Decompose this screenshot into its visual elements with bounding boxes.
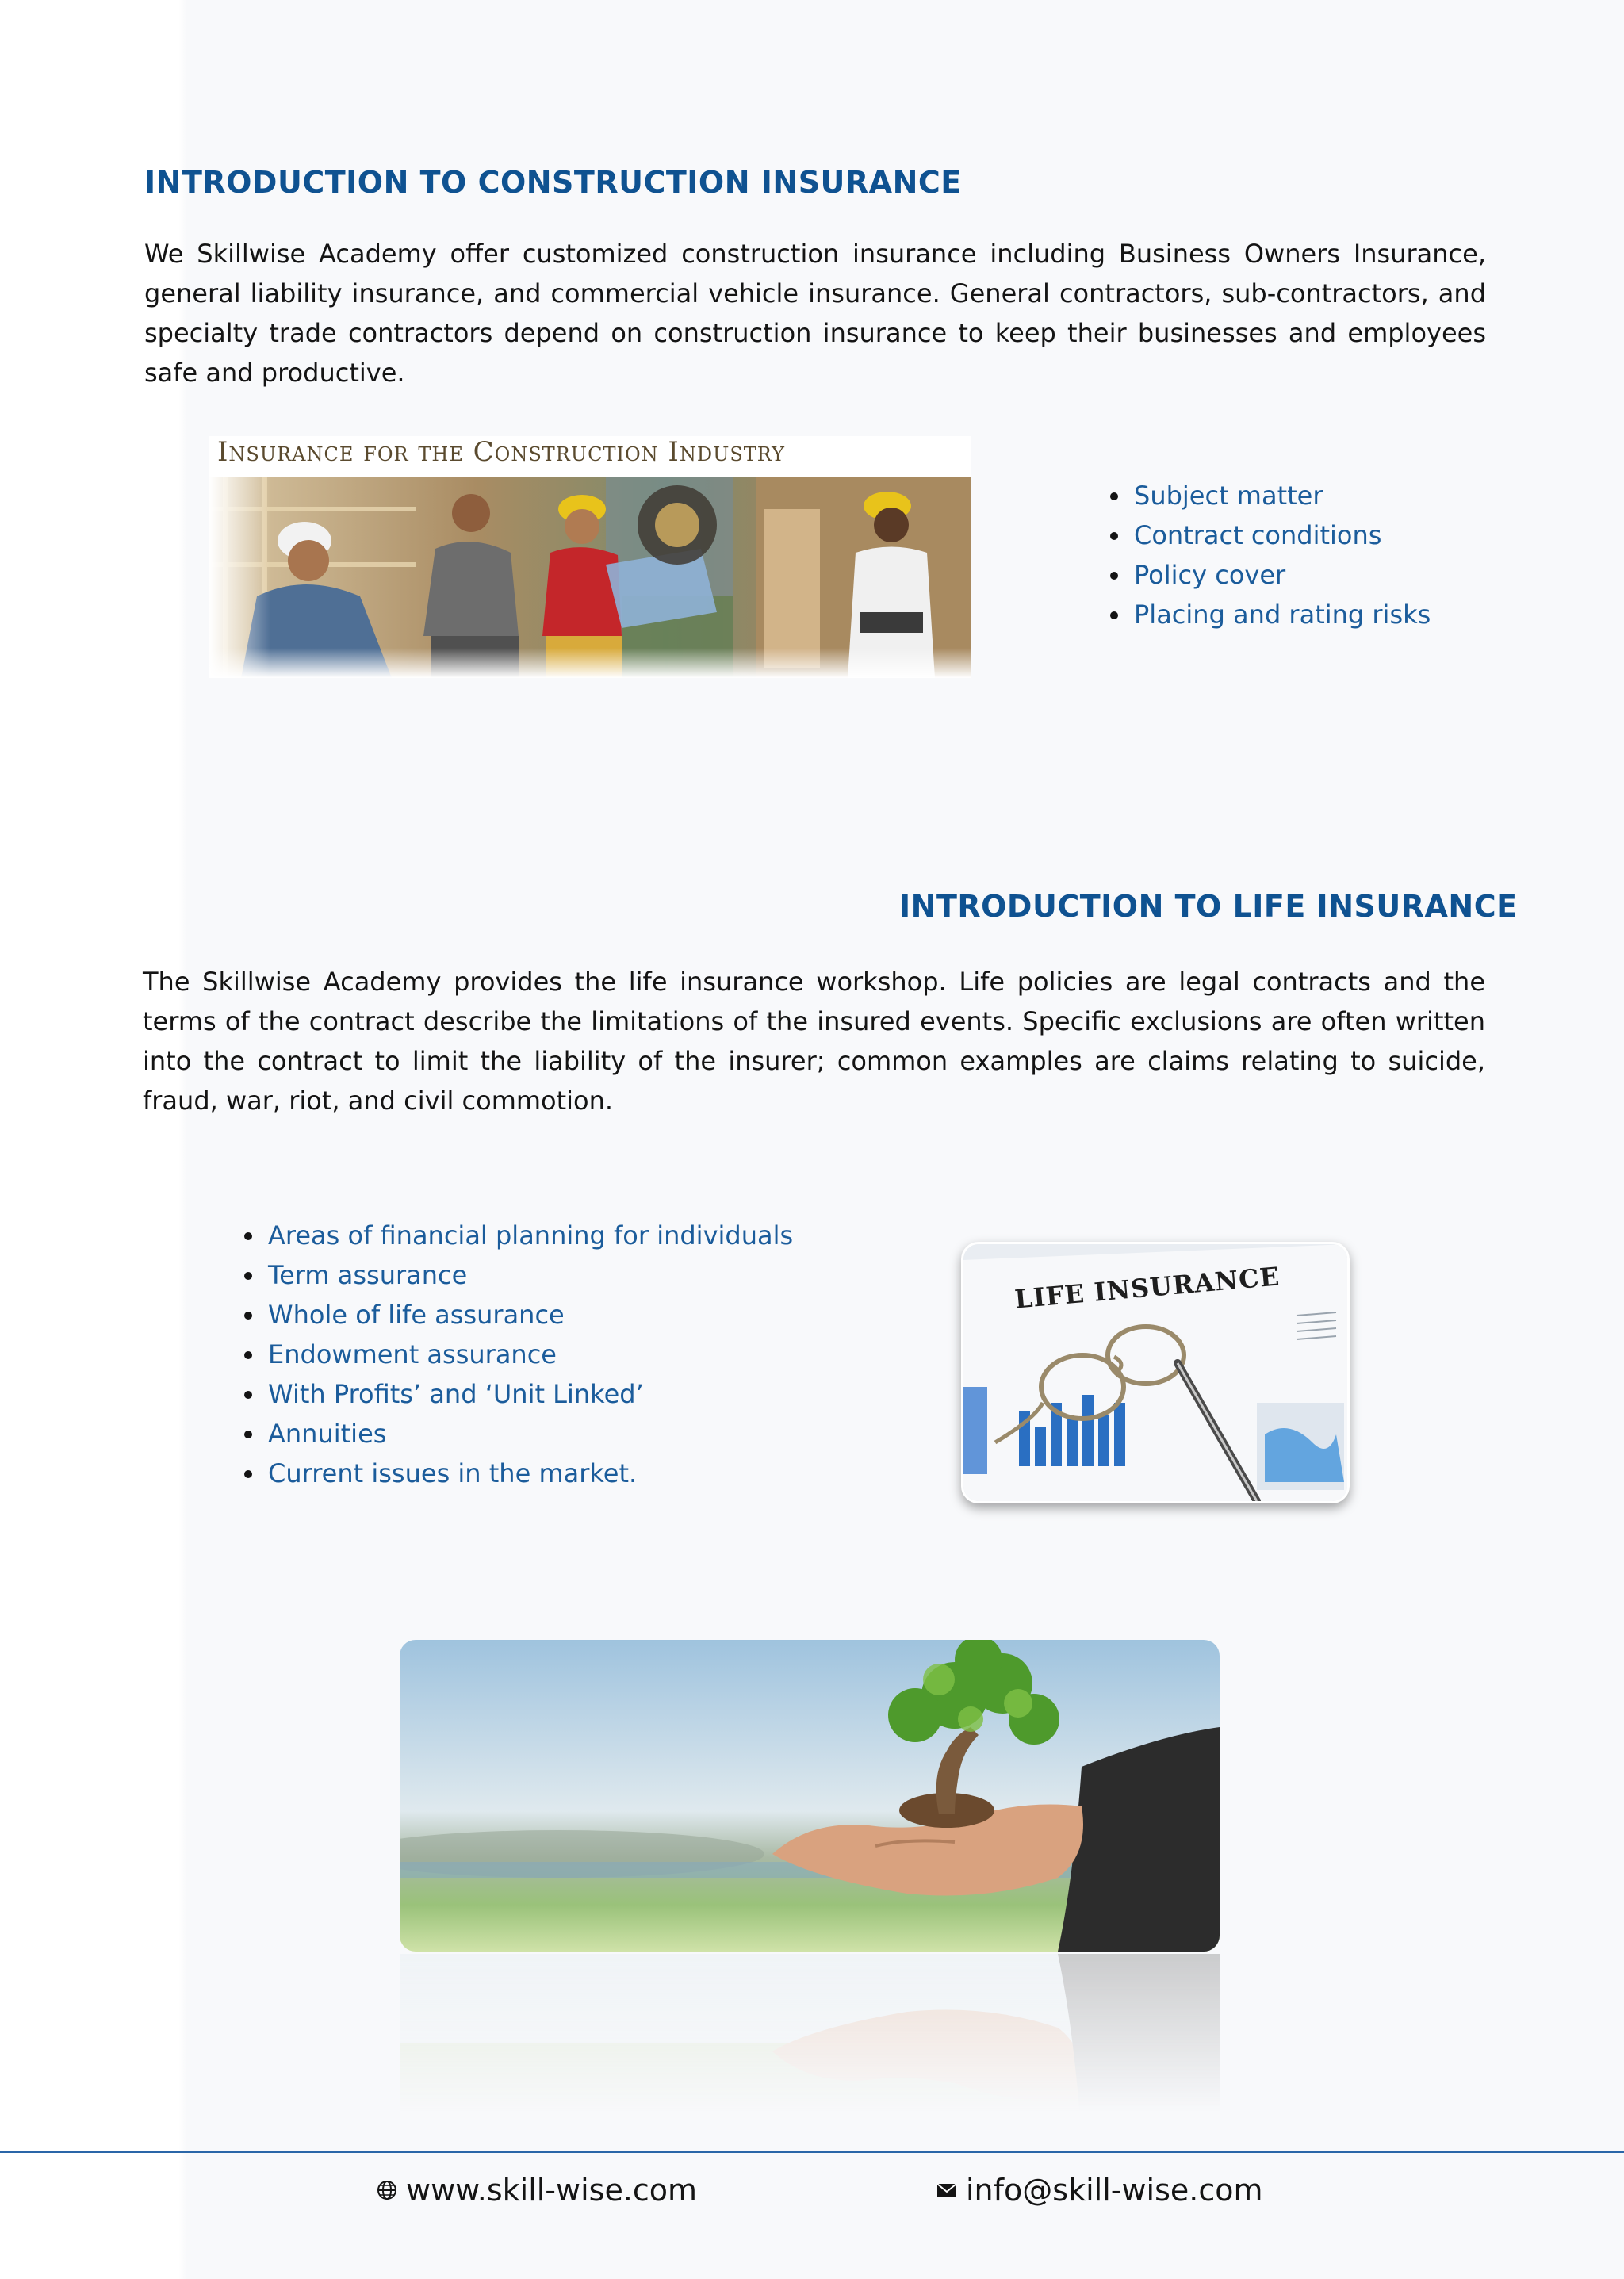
footer-email-link[interactable] xyxy=(936,2173,1263,2208)
tree-photo-reflection xyxy=(400,1954,1220,2112)
list-item: Placing and rating risks xyxy=(1109,595,1431,634)
list-item: Areas of financial planning for individuals xyxy=(243,1216,793,1255)
footer-website-link[interactable] xyxy=(376,2173,697,2208)
life-paragraph: The Skillwise Academy provides the life insurance workshop. Life policies are legal contracts and the terms of the contract describe the limitations of the insured events. Specific exclusions are often written into the contract to limit the liability of the insurer; common examples are claims relating to suicide, fraud, war, riot, and civil commotion. xyxy=(143,967,1485,1116)
tree-in-hand-photo xyxy=(400,1640,1220,1952)
footer-rule xyxy=(0,2151,1624,2153)
list-item: Whole of life assurance xyxy=(243,1295,793,1335)
footer-email-text: info@skill-wise.com xyxy=(966,2173,1263,2208)
life-topics-list xyxy=(243,1216,793,1493)
list-item: Endowment assurance xyxy=(243,1335,793,1374)
construction-paragraph: We Skillwise Academy offer customized construction insurance including Business Owners Insurance, general liability insurance, and commercial vehicle insurance. General contractors, sub-contractors, and specialty trade contractors depend on construction insurance to keep their businesses and employees safe and productive. xyxy=(144,239,1486,388)
list-item: With Profits’ and ‘Unit Linked’ xyxy=(243,1374,793,1414)
list-item: Policy cover xyxy=(1109,555,1431,595)
list-item: Annuities xyxy=(243,1414,793,1454)
construction-workers-illustration xyxy=(209,477,971,678)
construction-banner-title: Insurance for the Construction Industry xyxy=(217,436,785,468)
globe-icon xyxy=(376,2179,398,2201)
construction-heading: INTRODUCTION TO CONSTRUCTION INSURANCE xyxy=(144,165,962,200)
envelope-icon xyxy=(936,2179,958,2201)
tree-reflection-illustration xyxy=(400,1954,1220,2112)
list-item: Contract conditions xyxy=(1109,515,1431,555)
list-item: Term assurance xyxy=(243,1255,793,1295)
construction-banner-image xyxy=(209,436,971,678)
life-heading: INTRODUCTION TO LIFE INSURANCE xyxy=(899,889,1518,924)
list-item: Current issues in the market. xyxy=(243,1454,793,1493)
life-insurance-photo xyxy=(961,1242,1350,1503)
construction-topics-list xyxy=(1109,476,1431,634)
life-photo-caption: LIFE INSURANCE xyxy=(1013,1261,1281,1315)
list-item: Subject matter xyxy=(1109,476,1431,515)
tree-in-hand-illustration xyxy=(400,1640,1220,1952)
footer-website-text: www.skill-wise.com xyxy=(406,2173,698,2208)
